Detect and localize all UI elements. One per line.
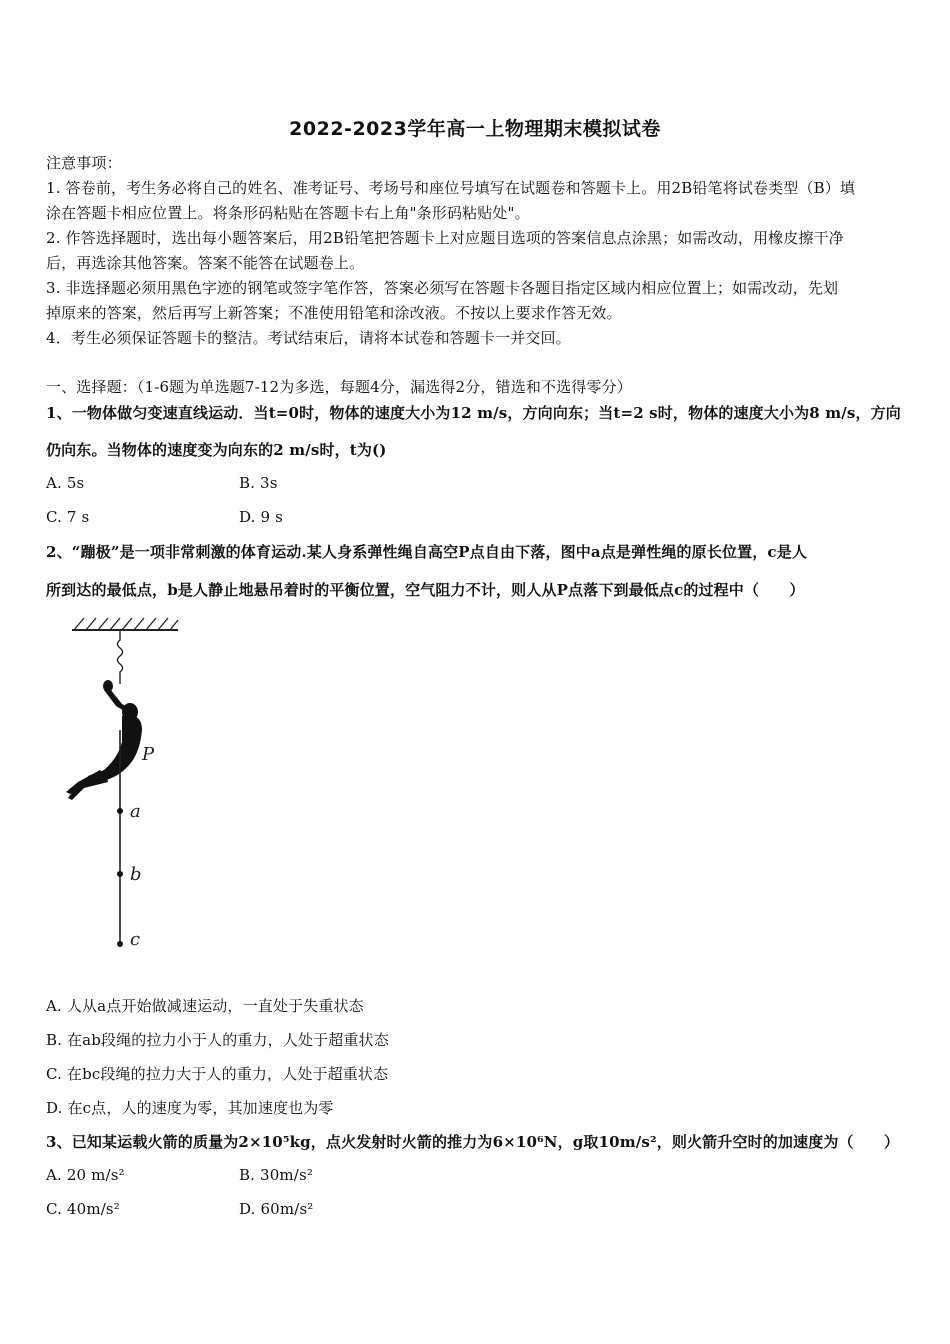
- q3-option-b[interactable]: B. 30m/s²: [239, 1166, 313, 1184]
- notice-line-2: 涂在答题卡相应位置上。将条形码粘贴在答题卡右上角"条形码粘贴处"。: [46, 204, 530, 222]
- rope-coil: [118, 630, 123, 684]
- label-c: c: [130, 929, 141, 950]
- point-b-marker: [117, 871, 123, 877]
- notice-heading: 注意事项：: [46, 154, 122, 172]
- q1-stem-line-2: 仍向东。当物体的速度变为向东的2 m/s时，t为(): [46, 441, 387, 459]
- q2-stem-line-2: 所到达的最低点，b是人静止地悬吊着时的平衡位置，空气阻力不计，则人从P点落下到最低点c的过程中（ ）: [46, 581, 805, 599]
- q1-options-row-2: [46, 508, 646, 526]
- q2-stem-line-1: 2、“蹦极”是一项非常刺激的体育运动.某人身系弹性绳自高空P点自由下落，图中a点是弹性绳的原长位置，c是人: [46, 543, 808, 561]
- q1-option-b[interactable]: B. 3s: [239, 474, 278, 492]
- jumper-silhouette: [66, 680, 142, 800]
- q1-option-d[interactable]: D. 9 s: [239, 508, 283, 526]
- notice-line-3: 2. 作答选择题时，选出每小题答案后，用2B铅笔把答题卡上对应题目选项的答案信息点涂黑；如需改动，用橡皮擦干净: [46, 229, 844, 247]
- q2-option-b[interactable]: B. 在ab段绳的拉力小于人的重力，人处于超重状态: [46, 1031, 389, 1049]
- notice-line-5: 3. 非选择题必须用黑色字迹的钢笔或签字笔作答，答案必须写在答题卡各题目指定区域内相应位置上；如需改动，先划: [46, 279, 839, 297]
- q3-option-d[interactable]: D. 60m/s²: [239, 1200, 314, 1218]
- bungee-figure: [60, 612, 190, 957]
- section-heading: 一、选择题：（1-6题为单选题7-12为多选，每题4分，漏选得2分，错选和不选得零分）: [46, 378, 632, 396]
- label-b: b: [130, 864, 142, 885]
- q1-option-c[interactable]: C. 7 s: [46, 508, 90, 526]
- q2-option-c[interactable]: C. 在bc段绳的拉力大于人的重力，人处于超重状态: [46, 1065, 389, 1083]
- q2-option-d[interactable]: D. 在c点，人的速度为零，其加速度也为零: [46, 1099, 334, 1117]
- q1-stem-line-1: 1、一物体做匀变速直线运动．当t=0时，物体的速度大小为12 m/s，方向向东；当t=2 s时，物体的速度大小为8 m/s，方向: [46, 404, 901, 422]
- q3-options-row-1: [46, 1166, 646, 1184]
- q1-option-a[interactable]: A. 5s: [46, 474, 85, 492]
- q3-option-a[interactable]: A. 20 m/s²: [46, 1166, 125, 1184]
- point-c-marker: [117, 941, 123, 947]
- notice-line-6: 掉原来的答案，然后再写上新答案；不准使用铅笔和涂改液。不按以上要求作答无效。: [46, 304, 622, 322]
- ceiling-hatch: [74, 618, 178, 630]
- q2-option-a[interactable]: A. 人从a点开始做减速运动，一直处于失重状态: [46, 997, 364, 1015]
- q3-option-c[interactable]: C. 40m/s²: [46, 1200, 120, 1218]
- page-title: 2022-2023学年高一上物理期末模拟试卷: [289, 118, 661, 140]
- label-p: P: [142, 744, 155, 765]
- point-a-marker: [117, 808, 123, 814]
- q3-options-row-2: [46, 1200, 646, 1218]
- q1-options-row-1: [46, 474, 646, 492]
- notice-line-4: 后，再选涂其他答案。答案不能答在试题卷上。: [46, 254, 365, 272]
- notice-line-7: 4．考生必须保证答题卡的整洁。考试结束后，请将本试卷和答题卡一并交回。: [46, 329, 571, 347]
- label-a: a: [130, 801, 141, 822]
- q3-stem-line-1: 3、已知某运载火箭的质量为2×10⁵kg，点火发射时火箭的推力为6×10⁶N，g取10m/s²，则火箭升空时的加速度为（ ）: [46, 1133, 900, 1151]
- notice-line-1: 1. 答卷前，考生务必将自己的姓名、准考证号、考场号和座位号填写在试题卷和答题卡上。用2B铅笔将试卷类型（B）填: [46, 179, 856, 197]
